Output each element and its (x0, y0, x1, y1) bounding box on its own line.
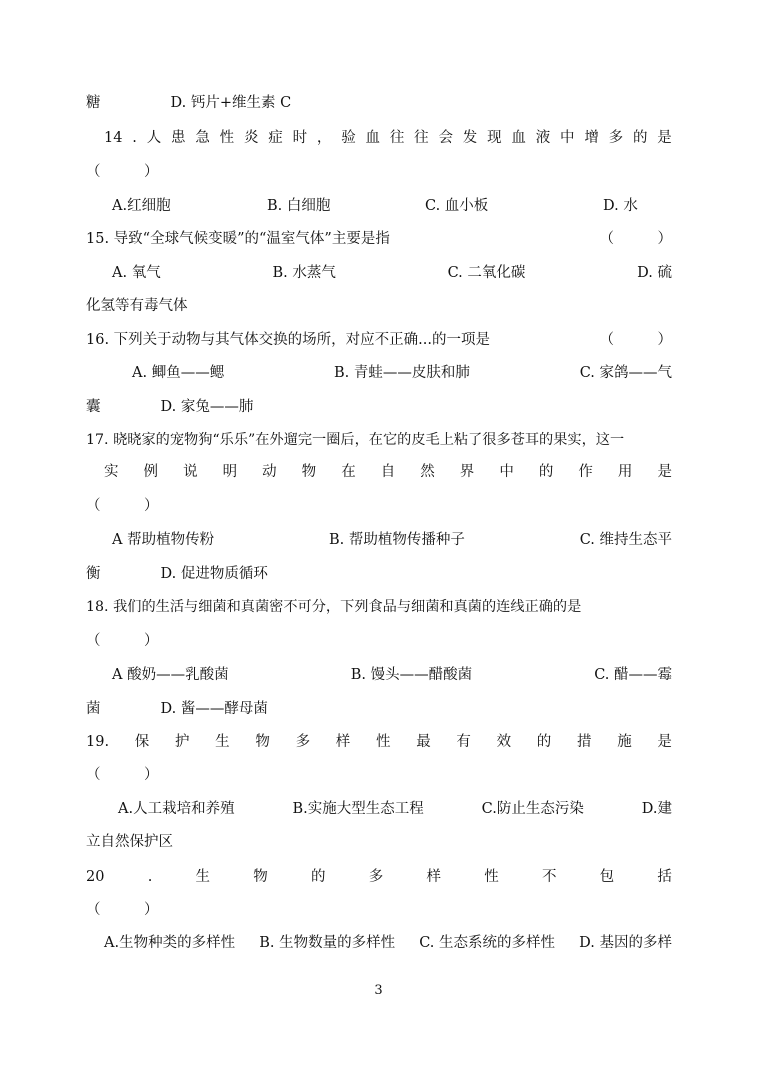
q19-stem-char: 是 (657, 734, 672, 750)
q17-stem-char: 实 (104, 464, 119, 480)
q20-stem-char: 不 (541, 869, 557, 885)
q20-stem-char: 20 (86, 869, 105, 885)
q19-stem-char: 生 (215, 734, 230, 750)
q18-paren: （ ） (86, 633, 159, 649)
q17-stem-char: 中 (499, 464, 514, 480)
q14-stem-char: 炎 (243, 130, 259, 146)
q19-option-c: C.防止生态污染 (481, 801, 584, 817)
q16-option-b: B. 青蛙——皮肤和肺 (334, 365, 470, 381)
q14-stem-char: 是 (657, 130, 672, 146)
q14-stem-char: 患 (171, 130, 186, 146)
q17-stem-char: 是 (657, 464, 672, 480)
q16-stem-line (86, 330, 672, 350)
q19-stem-char: 保 (134, 734, 150, 750)
q16-option-a: A. 鲫鱼——鳃 (132, 365, 225, 381)
q19-stem (86, 732, 672, 752)
q17-stem-char: 在 (341, 464, 356, 480)
q14-stem-char: 急 (195, 130, 210, 146)
q13-option-d: D. 钙片+维生素 C (170, 95, 292, 111)
q17-stem-char: 例 (143, 464, 159, 480)
q14-stem-char: 液 (535, 130, 551, 146)
q15-option-c: C. 二氧化碳 (447, 265, 526, 281)
q17-stem-char: 的 (538, 464, 554, 480)
q19-stem-char: 性 (375, 734, 391, 750)
q16-option-c: C. 家鸽——气 (579, 365, 672, 381)
q20-paren: （ ） (86, 902, 159, 918)
q14-stem-char: 时 (292, 130, 308, 146)
q20-stem-char: 样 (426, 869, 441, 885)
q19-stem-char: 样 (335, 734, 351, 750)
q15-stem: 15. 导致“全球气候变暖”的“温室气体”主要是指 (86, 231, 390, 247)
q20-option-a: A.生物种类的多样性 (104, 935, 236, 951)
q14-stem-char: 症 (268, 130, 283, 146)
q19-stem-char: 物 (255, 734, 270, 750)
q14-options (112, 196, 698, 216)
q20-stem-char: 生 (195, 869, 211, 885)
q14-stem-char: 增 (584, 130, 599, 146)
q19-stem-char: 效 (496, 734, 512, 750)
q14-stem-char: 发 (462, 130, 478, 146)
q19-paren: （ ） (86, 767, 159, 783)
q20-stem-char: 物 (253, 869, 268, 885)
q20-option-b: B. 生物数量的多样性 (259, 935, 396, 951)
q14-stem-char: . (132, 130, 137, 146)
q14-stem-char: 验 (341, 130, 356, 146)
q17-stem-char: 自 (380, 464, 396, 480)
q17-stem-char: 动 (262, 464, 277, 480)
q16-paren: （ ） (599, 332, 672, 348)
q18-continuation: 菌 (86, 701, 101, 717)
q17-continuation-line (86, 564, 672, 584)
q14-stem-char: 的 (632, 130, 648, 146)
q13-continuation-line (86, 93, 672, 113)
q19-stem-char: 有 (456, 734, 471, 750)
q16-continuation-line (86, 397, 672, 417)
q19-options (118, 799, 672, 819)
q17-stem-char: 然 (420, 464, 435, 480)
q14-stem-char: ， (316, 130, 332, 146)
q15-stem-line (86, 229, 672, 249)
q13-continuation: 糖 (86, 95, 101, 111)
q14-option-c: C. 血小板 (425, 198, 489, 214)
q14-option-a: A.红细胞 (112, 198, 171, 214)
q14-stem-char: 现 (487, 130, 502, 146)
q18-option-a: A 酸奶——乳酸菌 (112, 667, 229, 683)
q19-stem-char: 护 (174, 734, 190, 750)
q17-stem-char: 界 (459, 464, 475, 480)
q16-stem: 16. 下列关于动物与其气体交换的场所，对应不正确...的一项是 (86, 332, 490, 348)
q17-options (112, 530, 672, 550)
q18-continuation-line (86, 699, 672, 719)
q19-stem-char: 多 (295, 734, 311, 750)
q14-stem-char: 往 (389, 130, 405, 146)
q14-option-d: D. 水 (603, 198, 638, 214)
q20-option-c: C. 生态系统的多样性 (419, 935, 556, 951)
q20-stem-char: 括 (657, 869, 672, 885)
q15-options (112, 263, 672, 283)
q14-stem-char: 14 (104, 130, 123, 146)
q16-options (132, 363, 672, 383)
q14-stem-char: 中 (560, 130, 575, 146)
page-number: 3 (374, 983, 383, 998)
q14-stem-char: 血 (511, 130, 526, 146)
q18-options (112, 665, 672, 685)
q20-options (104, 933, 672, 953)
q19-stem-char: 措 (577, 734, 592, 750)
q17-paren: （ ） (86, 498, 159, 514)
q19-stem-char: 的 (536, 734, 552, 750)
q16-option-d: D. 家兔——肺 (160, 399, 254, 415)
q19-continuation: 立自然保护区 (86, 834, 173, 850)
q14-stem-char: 多 (608, 130, 624, 146)
q17-option-b: B. 帮助植物传播种子 (328, 532, 465, 548)
q17-stem-char: 用 (617, 464, 633, 480)
q14-stem (104, 128, 672, 148)
q15-option-b: B. 水蒸气 (272, 265, 336, 281)
q15-option-d: D. 硫 (637, 265, 672, 281)
q17-stem-char: 物 (301, 464, 317, 480)
q14-stem-char: 性 (219, 130, 235, 146)
q17-option-c: C. 维持生态平 (579, 532, 672, 548)
q17-stem-char: 说 (183, 464, 198, 480)
q20-stem-char: 性 (484, 869, 499, 885)
q18-option-b: B. 馒头——醋酸菌 (350, 667, 473, 683)
q20-stem (86, 867, 672, 887)
q20-option-d: D. 基因的多样 (579, 935, 672, 951)
q19-stem-char: 最 (416, 734, 431, 750)
q17-option-a: A 帮助植物传粉 (112, 532, 215, 548)
q14-stem-char: 会 (438, 130, 453, 146)
q17-stem: 17. 晓晓家的宠物狗“乐乐”在外遛完一圈后，在它的皮毛上粘了很多苍耳的果实，这一 (86, 432, 625, 448)
q14-stem-char: 往 (414, 130, 429, 146)
q17-stem-spread (104, 462, 672, 482)
q19-option-b: B.实施大型生态工程 (292, 801, 424, 817)
q16-continuation: 囊 (86, 399, 101, 415)
q18-option-d: D. 酱——酵母菌 (160, 701, 268, 717)
q20-stem-char: . (147, 869, 153, 885)
q19-stem-char: 施 (617, 734, 632, 750)
q19-stem-char: 19. (86, 734, 110, 750)
q14-option-b: B. 白细胞 (267, 198, 331, 214)
q14-stem-char: 人 (146, 130, 162, 146)
q17-stem-char: 作 (578, 464, 593, 480)
q17-option-d: D. 促进物质循环 (160, 566, 268, 582)
q20-stem-char: 多 (368, 869, 384, 885)
q18-stem: 18. 我们的生活与细菌和真菌密不可分，下列食品与细菌和真菌的连线正确的是 (86, 599, 582, 615)
q17-stem-char: 明 (222, 464, 238, 480)
q15-option-a: A. 氧气 (112, 265, 161, 281)
q20-stem-char: 包 (599, 869, 615, 885)
q19-option-a: A.人工栽培和养殖 (118, 801, 235, 817)
q18-option-c: C. 醋——霉 (594, 667, 672, 683)
q14-stem-char: 血 (365, 130, 380, 146)
q19-option-d: D.建 (641, 801, 672, 817)
q15-continuation: 化氢等有毒气体 (86, 298, 188, 314)
q17-continuation: 衡 (86, 566, 101, 582)
q15-paren: （ ） (599, 231, 672, 247)
q20-stem-char: 的 (311, 869, 326, 885)
q14-paren: （ ） (86, 164, 159, 180)
